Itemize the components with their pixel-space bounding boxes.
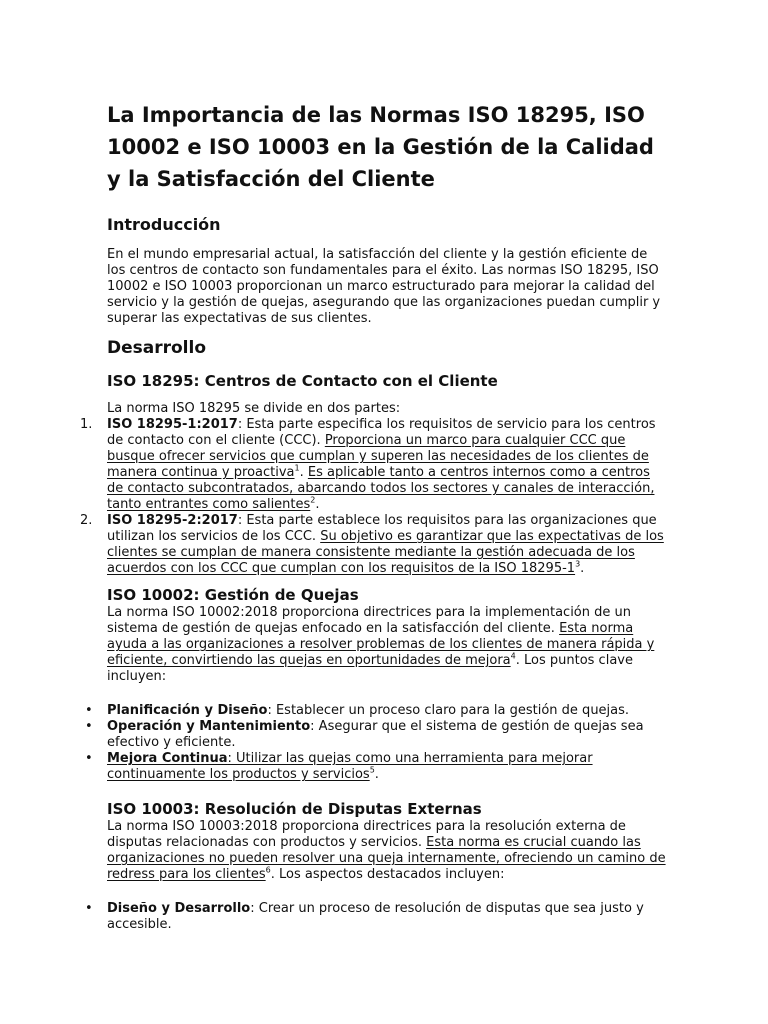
footnote-ref[interactable]: 1 [294,463,300,473]
bullet-icon: • [85,751,93,766]
list-term: Planificación y Diseño [107,703,268,718]
list-number: 2. [80,513,93,528]
paragraph-text: La norma ISO 10002:2018 proporciona directrices para la implementación de un sistema de gestión de quejas enfocado en la satisfacción del cliente. [107,605,631,636]
list-item [85,901,667,933]
intro-heading: Introducción [107,215,221,234]
list-number: 1. [80,417,93,432]
list-text: : Asegurar que el sistema de gestión de quejas sea efectivo y eficiente. [107,719,644,750]
list-text: : Esta parte especifica los requisitos de servicio para los centros de contacto con el cliente (CCC). [107,417,656,448]
footnote-ref[interactable]: 2 [310,495,316,505]
paragraph-text: La norma ISO 10003:2018 proporciona directrices para la resolución externa de disputas relacionadas con productos y servicios. [107,819,626,850]
list-text: . [315,497,320,512]
footnote-ref[interactable]: 3 [575,559,581,569]
iso10003-heading: ISO 10003: Resolución de Disputas Externas [107,800,482,818]
list-term: ISO 18295-1:2017 [107,417,238,432]
list-item [85,751,667,783]
intro-paragraph: En el mundo empresarial actual, la satisfacción del cliente y la gestión eficiente de los centros de contacto son fundamentales para el éxito. Las normas ISO 18295, ISO 10002 e ISO 10003 proporcionan un marco estructurado para mejorar la calidad del servicio y la gestión de quejas, asegurando que las organizaciones puedan cumplir y superar las expectativas de sus clientes. [107,247,661,326]
list-text: : Establecer un proceso claro para la gestión de quejas. [267,703,630,718]
bullet-icon: • [85,901,93,916]
list-item [85,719,667,751]
iso10002-heading: ISO 10002: Gestión de Quejas [107,586,359,604]
bullet-icon: • [85,703,93,718]
list-item [85,703,667,719]
citation-link[interactable]: Es aplicable tanto a centros internos como a centros de contacto subcontratados, abarcando todos los sectores y canales de interacción, tanto entrantes como salientes [107,465,655,512]
footnote-ref[interactable]: 5 [369,765,375,775]
list-term[interactable]: Mejora Continua [107,751,228,766]
list-text: . [299,465,308,480]
list-text: : Esta parte establece los requisitos para las organizaciones que utilizan los servicios de los CCC. [107,513,657,544]
citation-link[interactable]: Esta norma es crucial cuando las organizaciones no pueden resolver una queja internamente, ofreciendo un camino de redress para los clientes [107,835,666,882]
list-item [80,417,667,513]
list-text: : Crear un proceso de resolución de disputas que sea justo y accesible. [107,901,644,932]
citation-link[interactable]: : Utilizar las quejas como una herramienta para mejorar continuamente los productos y servicios [107,751,593,782]
list-text: . [374,767,379,782]
development-heading: Desarrollo [107,338,207,358]
list-term: Diseño y Desarrollo [107,901,251,916]
paragraph-text: . Los aspectos destacados incluyen: [270,867,505,882]
iso18295-list [80,417,667,577]
iso10003-bullets [85,901,667,933]
list-term: Operación y Mantenimiento [107,719,311,734]
paragraph-text: . Los puntos clave incluyen: [107,653,633,684]
iso18295-heading: ISO 18295: Centros de Contacto con el Cliente [107,372,498,390]
citation-link[interactable]: Su objetivo es garantizar que las expectativas de los clientes se cumplan de manera consistente mediante la gestión adecuada de los acuerdos con los CCC que cumplan con los requisitos de la ISO 18295-1 [107,529,664,576]
bullet-icon: • [85,719,93,734]
document-body [80,99,667,933]
document-title: La Importancia de las Normas ISO 18295, ISO 10002 e ISO 10003 en la Gestión de la Calidad y la Satisfacción del Cliente [107,103,654,191]
citation-link[interactable]: Esta norma ayuda a las organizaciones a resolver problemas de los clientes de manera rápida y eficiente, convirtiendo las quejas en oportunidades de mejora [107,621,655,668]
iso10003-paragraph [107,819,667,883]
list-item [80,513,667,577]
list-term: ISO 18295-2:2017 [107,513,238,528]
footnote-ref[interactable]: 4 [510,651,516,661]
iso10002-paragraph [107,605,667,685]
iso10002-bullets [85,703,667,783]
iso18295-lead: La norma ISO 18295 se divide en dos partes: [107,401,401,416]
list-text: . [580,561,585,576]
footnote-ref[interactable]: 6 [265,865,271,875]
citation-link[interactable]: Proporciona un marco para cualquier CCC que busque ofrecer servicios que cumplan y superen las necesidades de los clientes de manera continua y proactiva [107,433,649,480]
